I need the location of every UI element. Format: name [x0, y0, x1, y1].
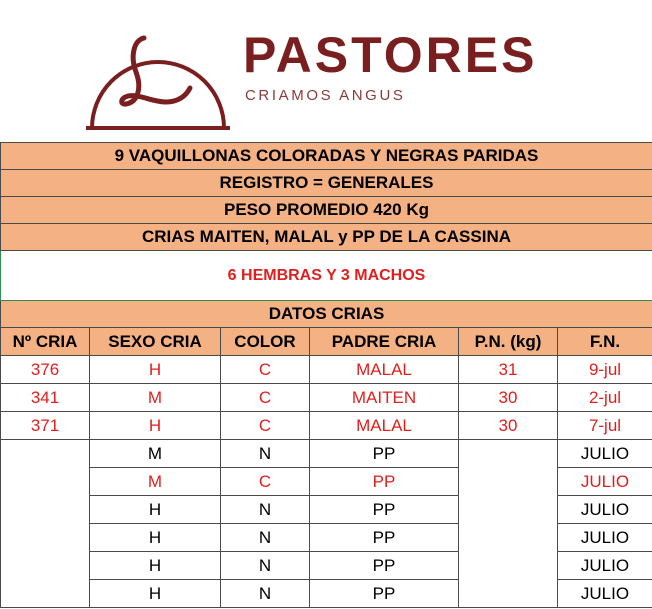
- brand-tagline: CRIAMOS ANGUS: [245, 87, 406, 104]
- cell-fn: JULIO: [558, 524, 652, 552]
- cell-fn: JULIO: [558, 468, 652, 496]
- cell-pn: 30: [459, 412, 558, 440]
- cell-padre: MALAL: [310, 412, 459, 440]
- cell-pn: [459, 440, 558, 468]
- cell-fn: 7-jul: [558, 412, 652, 440]
- col-header-pn: P.N. (kg): [459, 328, 558, 356]
- banner-lot: 9 VAQUILLONAS COLORADAS Y NEGRAS PARIDAS: [1, 143, 652, 170]
- table-row: [1, 496, 652, 524]
- cell-n: 371: [1, 412, 90, 440]
- banner-crias: CRIAS MAITEN, MALAL y PP DE LA CASSINA: [1, 224, 652, 251]
- cell-color: C: [221, 384, 310, 412]
- cell-pn: [459, 524, 558, 552]
- table-row: [1, 552, 652, 580]
- cell-sexo: M: [90, 468, 221, 496]
- pastores-logo-icon: [86, 10, 230, 136]
- cell-n: [1, 580, 90, 608]
- cell-sexo: H: [90, 496, 221, 524]
- cell-color: C: [221, 412, 310, 440]
- cell-sexo: H: [90, 356, 221, 384]
- cell-n: [1, 496, 90, 524]
- cell-color: C: [221, 356, 310, 384]
- cell-color: N: [221, 524, 310, 552]
- cell-sexo: M: [90, 440, 221, 468]
- cell-padre: PP: [310, 552, 459, 580]
- cell-padre: MAITEN: [310, 384, 459, 412]
- banner-registro: REGISTRO = GENERALES: [1, 170, 652, 197]
- table-row: [1, 440, 652, 468]
- col-header-n: Nº CRIA: [1, 328, 90, 356]
- table-row: [1, 580, 652, 608]
- cell-pn: [459, 552, 558, 580]
- cell-fn: JULIO: [558, 440, 652, 468]
- cattle-sheet: [0, 142, 652, 608]
- cell-fn: 2-jul: [558, 384, 652, 412]
- cell-n: [1, 552, 90, 580]
- col-header-sexo: SEXO CRIA: [90, 328, 221, 356]
- cell-pn: 31: [459, 356, 558, 384]
- table-row: [1, 468, 652, 496]
- col-header-color: COLOR: [221, 328, 310, 356]
- cell-color: C: [221, 468, 310, 496]
- table-row: [1, 356, 652, 384]
- table-row: [1, 384, 652, 412]
- cell-fn: JULIO: [558, 496, 652, 524]
- table-row: [1, 412, 652, 440]
- cell-color: N: [221, 440, 310, 468]
- cell-pn: [459, 580, 558, 608]
- cell-n: 376: [1, 356, 90, 384]
- col-header-fn: F.N.: [558, 328, 652, 356]
- cell-color: N: [221, 580, 310, 608]
- table-row: [1, 524, 652, 552]
- cell-sexo: M: [90, 384, 221, 412]
- cell-padre: PP: [310, 468, 459, 496]
- cell-fn: 9-jul: [558, 356, 652, 384]
- cell-n: [1, 468, 90, 496]
- cell-padre: PP: [310, 496, 459, 524]
- brand-name: PASTORES: [243, 27, 538, 83]
- cell-padre: PP: [310, 524, 459, 552]
- cell-padre: PP: [310, 580, 459, 608]
- cell-n: [1, 524, 90, 552]
- cell-fn: JULIO: [558, 580, 652, 608]
- logo-header: [0, 0, 652, 142]
- cell-sexo: H: [90, 524, 221, 552]
- cell-sexo: H: [90, 412, 221, 440]
- cell-pn: 30: [459, 384, 558, 412]
- cell-color: N: [221, 496, 310, 524]
- cell-padre: MALAL: [310, 356, 459, 384]
- cell-sexo: H: [90, 580, 221, 608]
- cell-fn: JULIO: [558, 552, 652, 580]
- cell-padre: PP: [310, 440, 459, 468]
- cell-n: 341: [1, 384, 90, 412]
- cell-n: [1, 440, 90, 468]
- cell-pn: [459, 496, 558, 524]
- cell-pn: [459, 468, 558, 496]
- cell-sexo: H: [90, 552, 221, 580]
- col-header-padre: PADRE CRIA: [310, 328, 459, 356]
- section-title: DATOS CRIAS: [1, 301, 652, 328]
- cell-color: N: [221, 552, 310, 580]
- summary-cell[interactable]: 6 HEMBRAS Y 3 MACHOS: [1, 251, 652, 301]
- banner-peso: PESO PROMEDIO 420 Kg: [1, 197, 652, 224]
